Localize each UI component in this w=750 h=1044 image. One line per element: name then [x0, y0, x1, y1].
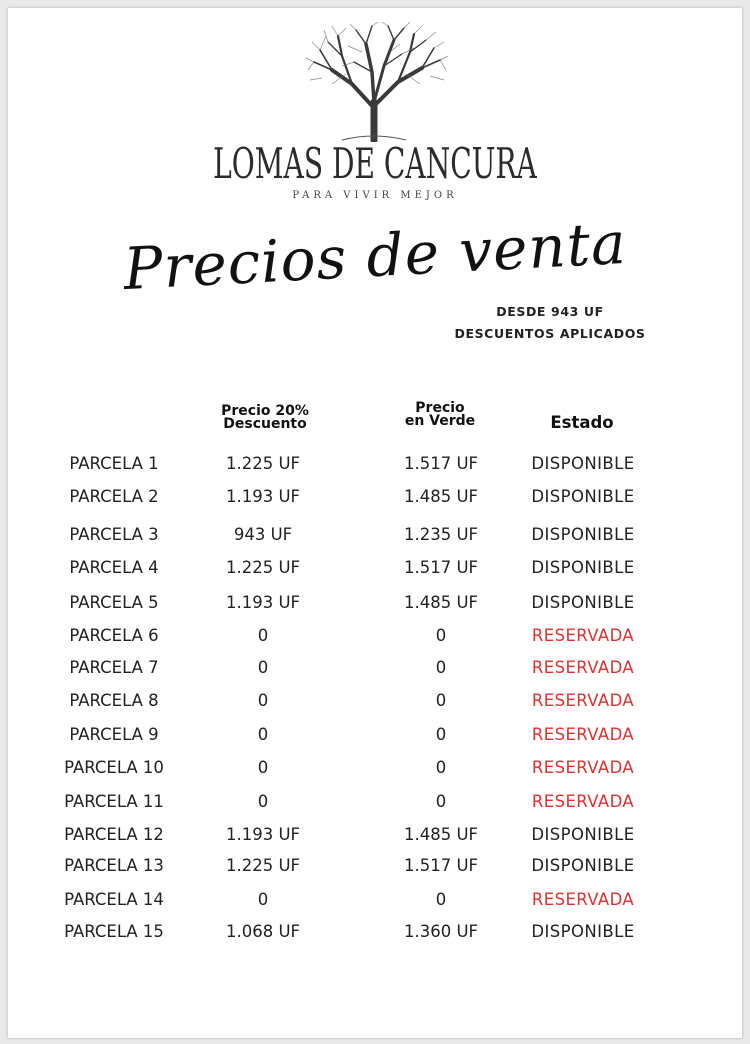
parcel-name: PARCELA 7 — [69, 658, 159, 677]
status: RESERVADA — [531, 758, 635, 777]
tree-icon — [302, 22, 450, 142]
parcel-name: PARCELA 6 — [69, 626, 159, 645]
green-price: 0 — [435, 758, 447, 777]
table-row — [8, 691, 742, 713]
status: RESERVADA — [531, 691, 635, 710]
brand-tagline: PARA VIVIR MEJOR — [292, 190, 458, 201]
discount-price: 0 — [257, 758, 269, 777]
page-title: Precios de venta — [121, 208, 629, 304]
green-price: 1.235 UF — [403, 525, 479, 544]
status: DISPONIBLE — [531, 856, 635, 875]
parcel-name: PARCELA 11 — [64, 792, 164, 811]
discount-price: 0 — [257, 626, 269, 645]
status: RESERVADA — [531, 626, 635, 645]
discount-price: 0 — [257, 691, 269, 710]
discount-price: 1.225 UF — [225, 454, 301, 473]
parcel-name: PARCELA 2 — [69, 487, 159, 506]
brand-name: LOMAS DE CANCURA — [213, 140, 537, 189]
discount-price: 1.193 UF — [225, 593, 301, 612]
table-row — [8, 558, 742, 580]
table-row — [8, 487, 742, 509]
discount-price: 0 — [257, 725, 269, 744]
discount-price: 0 — [257, 890, 269, 909]
green-price: 1.517 UF — [403, 856, 479, 875]
parcel-name: PARCELA 4 — [69, 558, 159, 577]
table-row — [8, 658, 742, 680]
header-status: Estado — [550, 413, 614, 432]
status: DISPONIBLE — [531, 558, 635, 577]
table-row — [8, 454, 742, 476]
discount-price: 943 UF — [233, 525, 293, 544]
parcel-name: PARCELA 14 — [64, 890, 164, 909]
status: RESERVADA — [531, 658, 635, 677]
table-row — [8, 792, 742, 814]
parcel-name: PARCELA 9 — [69, 725, 159, 744]
parcel-name: PARCELA 8 — [69, 691, 159, 710]
green-price: 1.485 UF — [403, 593, 479, 612]
status: DISPONIBLE — [531, 454, 635, 473]
status: DISPONIBLE — [531, 825, 635, 844]
status: DISPONIBLE — [531, 922, 635, 941]
document-page — [8, 8, 742, 1038]
discount-price: 1.225 UF — [225, 856, 301, 875]
parcel-name: PARCELA 15 — [64, 922, 164, 941]
green-price: 1.485 UF — [403, 487, 479, 506]
discount-price: 0 — [257, 792, 269, 811]
header-discount-line2: Descuento — [223, 416, 307, 432]
green-price: 0 — [435, 890, 447, 909]
discount-price: 0 — [257, 658, 269, 677]
table-row — [8, 890, 742, 912]
table-row — [8, 626, 742, 648]
parcel-name: PARCELA 5 — [69, 593, 159, 612]
green-price: 0 — [435, 792, 447, 811]
header-discount-line1: Precio 20% — [221, 403, 309, 419]
header-discount-price — [198, 405, 332, 431]
parcel-name: PARCELA 1 — [69, 454, 159, 473]
status: RESERVADA — [531, 792, 635, 811]
discount-price: 1.193 UF — [225, 487, 301, 506]
green-price: 1.360 UF — [403, 922, 479, 941]
green-price: 0 — [435, 691, 447, 710]
discount-price: 1.193 UF — [225, 825, 301, 844]
table-row — [8, 593, 742, 615]
table-row — [8, 725, 742, 747]
table-row — [8, 825, 742, 847]
green-price: 0 — [435, 658, 447, 677]
status: RESERVADA — [531, 725, 635, 744]
status: DISPONIBLE — [531, 525, 635, 544]
green-price: 1.517 UF — [403, 454, 479, 473]
table-row — [8, 856, 742, 878]
status: RESERVADA — [531, 890, 635, 909]
parcel-name: PARCELA 10 — [64, 758, 164, 777]
parcel-name: PARCELA 3 — [69, 525, 159, 544]
discount-note: DESCUENTOS APLICADOS — [454, 326, 646, 341]
table-row — [8, 758, 742, 780]
status: DISPONIBLE — [531, 487, 635, 506]
green-price: 0 — [435, 725, 447, 744]
header-green-price — [376, 402, 504, 428]
table-row — [8, 922, 742, 944]
header-green-line1: Precio — [415, 400, 465, 416]
parcel-name: PARCELA 12 — [64, 825, 164, 844]
price-from-note: DESDE 943 UF — [496, 304, 604, 319]
header-green-line2: en Verde — [404, 413, 476, 429]
status: DISPONIBLE — [531, 593, 635, 612]
green-price: 0 — [435, 626, 447, 645]
green-price: 1.517 UF — [403, 558, 479, 577]
green-price: 1.485 UF — [403, 825, 479, 844]
discount-price: 1.068 UF — [225, 922, 301, 941]
table-row — [8, 525, 742, 547]
discount-price: 1.225 UF — [225, 558, 301, 577]
parcel-name: PARCELA 13 — [64, 856, 164, 875]
